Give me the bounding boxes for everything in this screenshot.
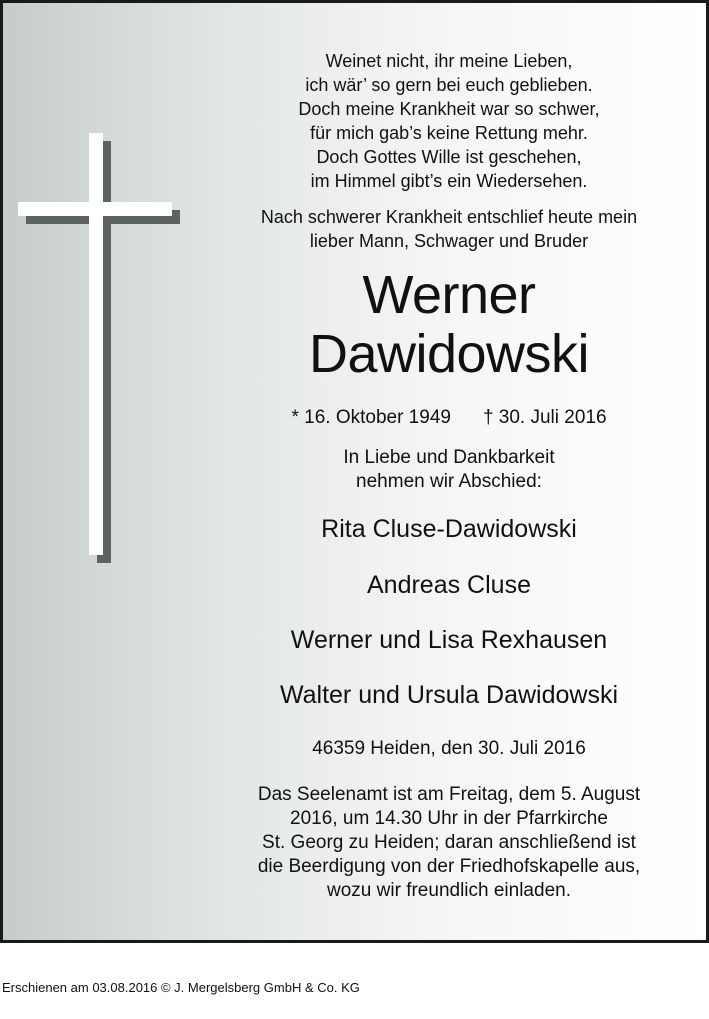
mourner-name: Walter und Ursula Dawidowski (279, 681, 619, 709)
service-line: St. Georg zu Heiden; daran anschließend ist (262, 832, 636, 853)
mourner-name: Andreas Cluse (367, 571, 531, 599)
deceased-name (203, 266, 695, 384)
farewell-line: nehmen wir Abschied: (356, 471, 542, 492)
poem-line: Doch meine Krankheit war so schwer, (298, 99, 600, 119)
poem-line: ich wär’ so gern bei euch geblieben. (305, 75, 593, 95)
intro-line: lieber Mann, Schwager und Bruder (309, 231, 589, 251)
publication-footer: Erschienen am 03.08.2016 © J. Mergelsberg GmbH & Co. KG (2, 980, 360, 995)
poem-line: im Himmel gibt’s ein Wiedersehen. (310, 171, 588, 191)
poem-line: Weinet nicht, ihr meine Lieben, (325, 51, 573, 71)
place-date: 46359 Heiden, den 30. Juli 2016 (312, 738, 586, 759)
farewell-text (203, 446, 695, 494)
service-details (203, 783, 695, 903)
farewell-line: In Liebe und Dankbarkeit (343, 447, 555, 468)
birth-date: * 16. Oktober 1949 (291, 407, 451, 428)
poem-line: Doch Gottes Wille ist geschehen, (316, 147, 582, 167)
service-line: die Beerdigung von der Friedhofskapelle aus, (257, 856, 641, 877)
deceased-first-name: Werner (362, 265, 536, 325)
life-dates (203, 405, 695, 431)
poem-line: für mich gab’s keine Rettung mehr. (310, 123, 588, 143)
poem (203, 49, 695, 193)
intro-text (203, 205, 695, 253)
deceased-last-name: Dawidowski (308, 324, 590, 384)
death-date: † 30. Juli 2016 (482, 407, 607, 428)
service-line: 2016, um 14.30 Uhr in der Pfarrkirche (290, 808, 608, 829)
intro-line: Nach schwerer Krankheit entschlief heute mein (260, 207, 638, 227)
service-line: Das Seelenamt ist am Freitag, dem 5. August (257, 784, 641, 805)
mourner-name: Werner und Lisa Rexhausen (290, 626, 608, 654)
mourner-name: Rita Cluse-Dawidowski (321, 515, 577, 543)
service-line: wozu wir freundlich einladen. (327, 880, 571, 901)
